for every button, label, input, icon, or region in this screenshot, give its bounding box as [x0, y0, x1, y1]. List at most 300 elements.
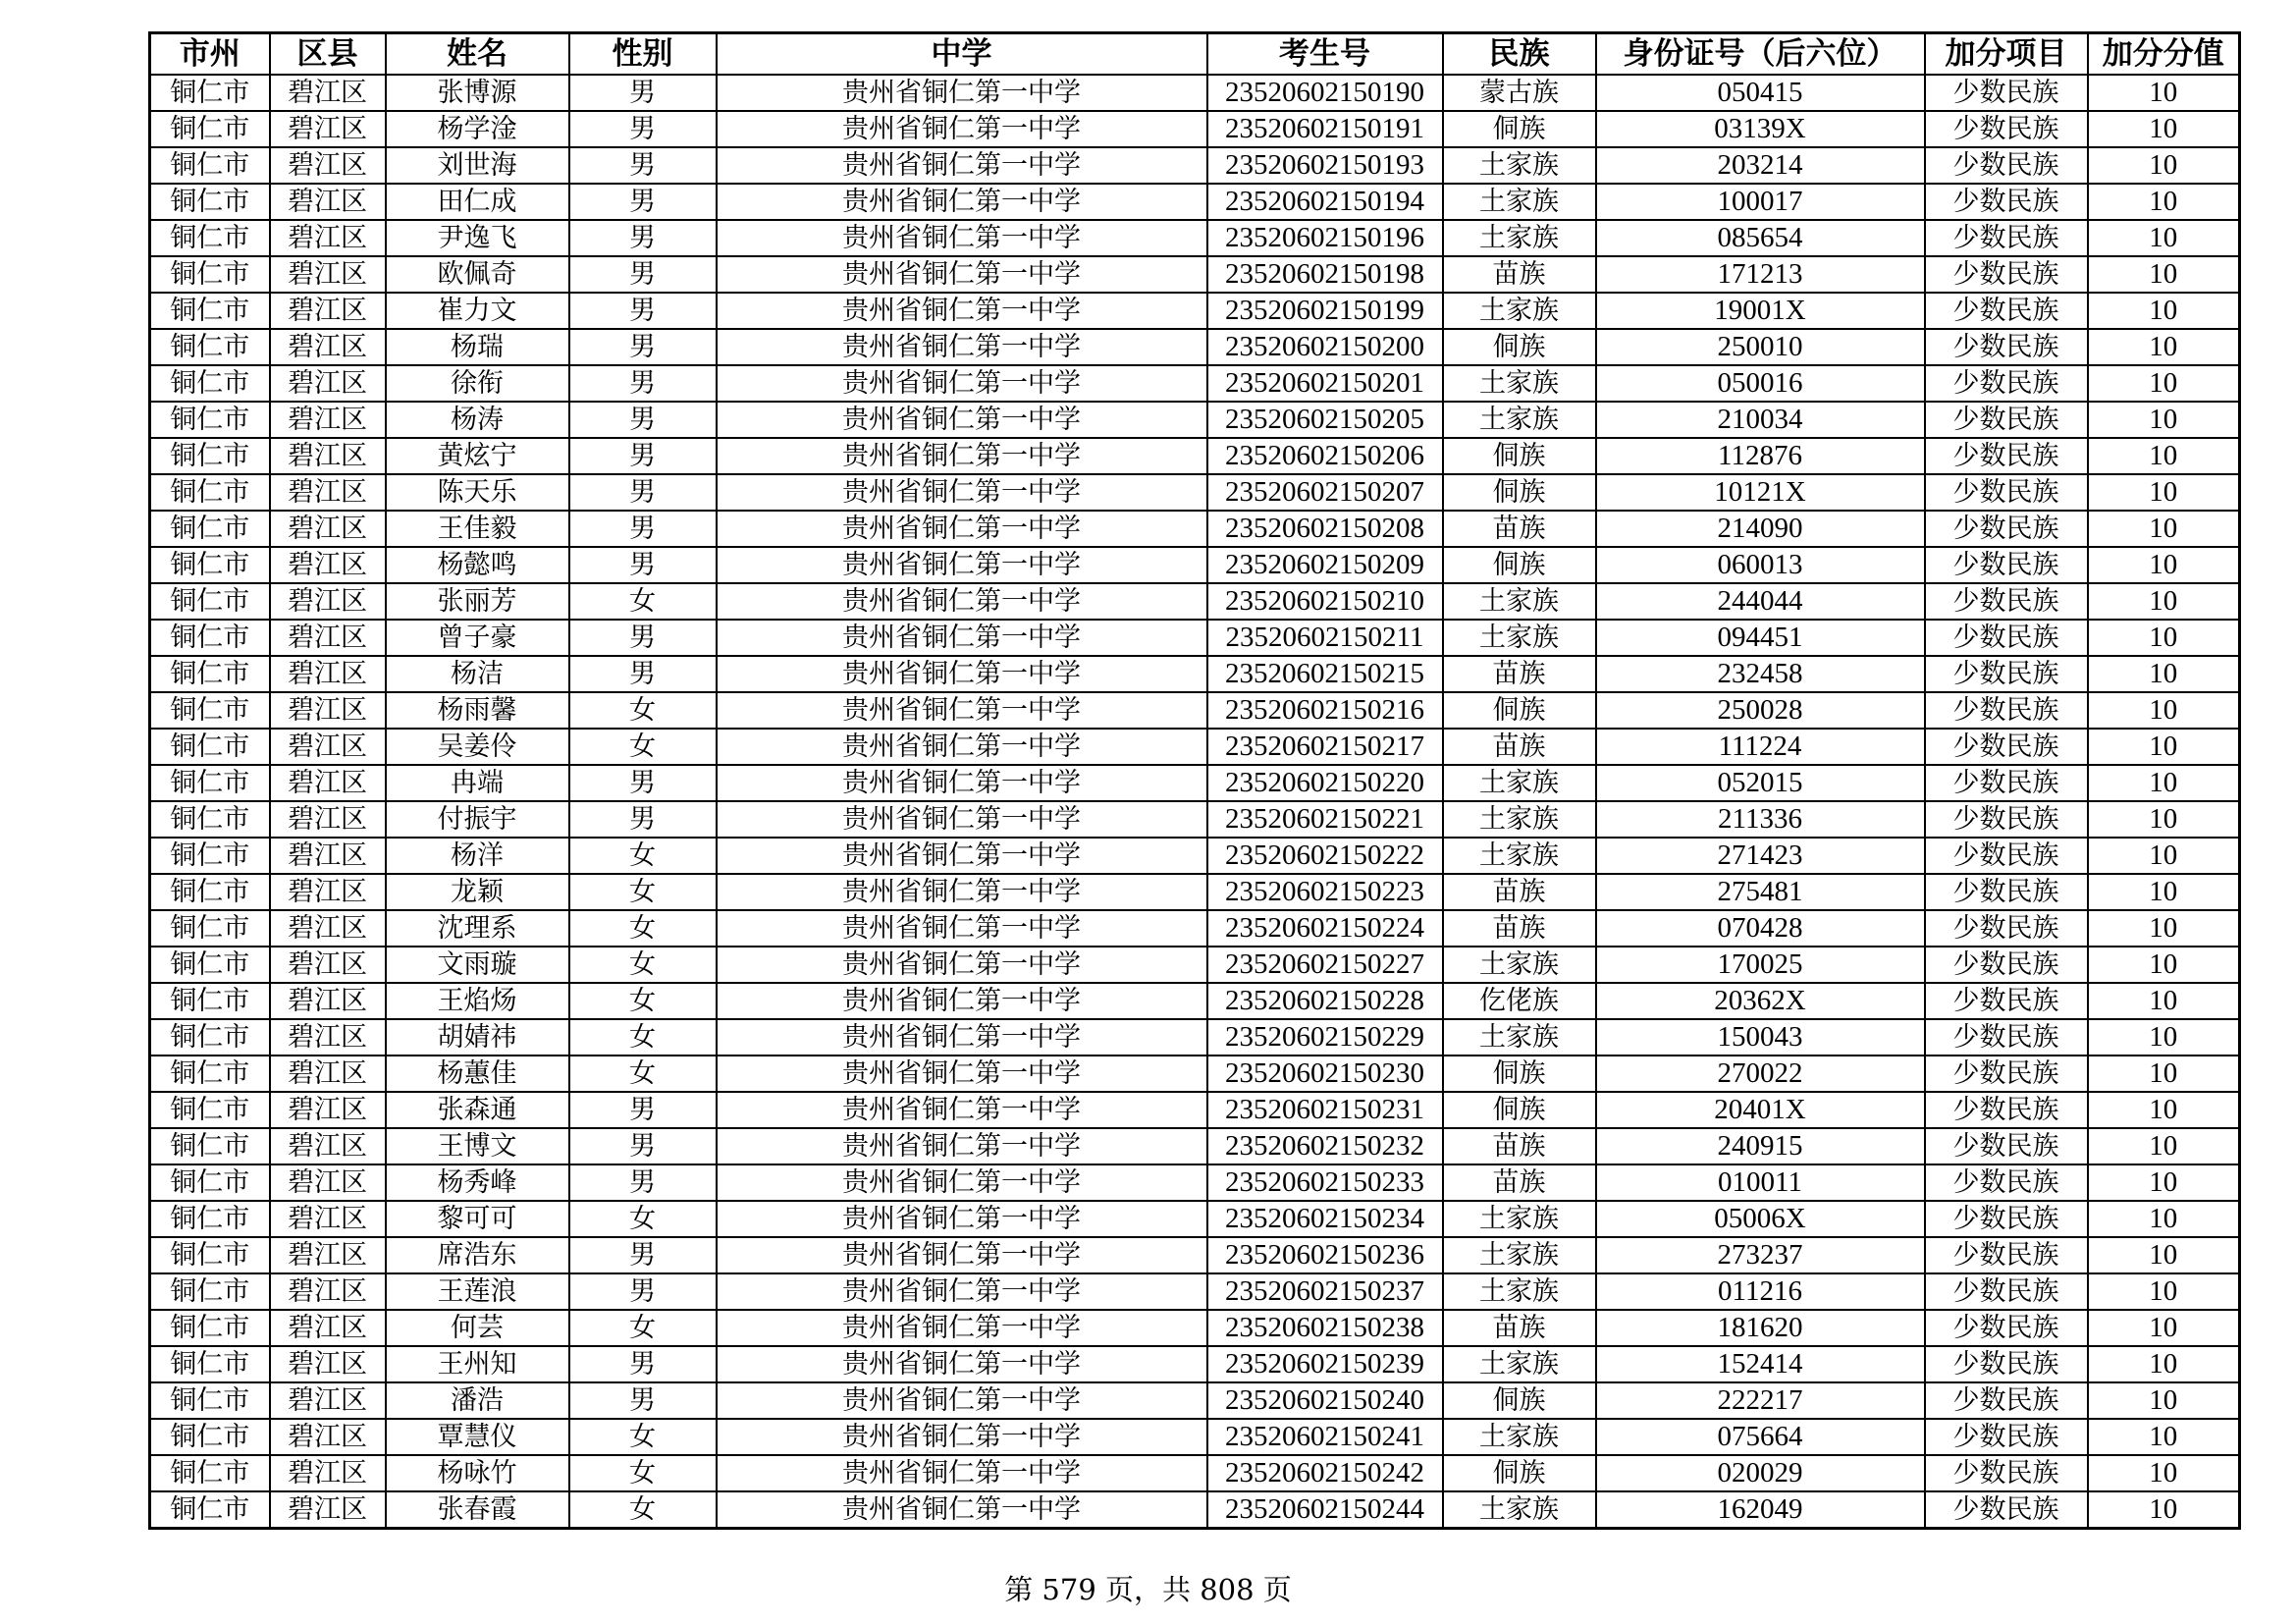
- cell-gender: 女: [569, 874, 717, 910]
- cell-name: 杨蕙佳: [386, 1056, 569, 1092]
- cell-bonus-item: 少数民族: [1925, 511, 2088, 547]
- cell-bonus-points: 10: [2088, 293, 2240, 329]
- cell-gender: 女: [569, 729, 717, 765]
- cell-name: 王博文: [386, 1128, 569, 1164]
- table-row: [150, 547, 2240, 583]
- cell-id-last-six: 085654: [1596, 220, 1925, 256]
- cell-school: 贵州省铜仁第一中学: [717, 765, 1207, 801]
- cell-bonus-item: 少数民族: [1925, 1346, 2088, 1382]
- cell-city: 铜仁市: [150, 765, 270, 801]
- column-header-district: 区县: [270, 33, 386, 76]
- cell-school: 贵州省铜仁第一中学: [717, 1346, 1207, 1382]
- cell-city: 铜仁市: [150, 1491, 270, 1529]
- cell-id-last-six: 060013: [1596, 547, 1925, 583]
- cell-name: 吴姜伶: [386, 729, 569, 765]
- cell-school: 贵州省铜仁第一中学: [717, 620, 1207, 656]
- column-header-bonus-item: 加分项目: [1925, 33, 2088, 76]
- table-row: [150, 75, 2240, 111]
- cell-bonus-points: 10: [2088, 1164, 2240, 1201]
- cell-city: 铜仁市: [150, 547, 270, 583]
- cell-bonus-item: 少数民族: [1925, 983, 2088, 1019]
- cell-exam-number: 23520602150228: [1207, 983, 1443, 1019]
- cell-exam-number: 23520602150229: [1207, 1019, 1443, 1056]
- cell-name: 黄炫宁: [386, 438, 569, 474]
- table-row: [150, 1019, 2240, 1056]
- cell-city: 铜仁市: [150, 365, 270, 402]
- cell-gender: 女: [569, 1419, 717, 1455]
- cell-district: 碧江区: [270, 1455, 386, 1491]
- cell-gender: 男: [569, 147, 717, 184]
- cell-gender: 女: [569, 1056, 717, 1092]
- cell-ethnicity: 仡佬族: [1443, 983, 1596, 1019]
- cell-gender: 男: [569, 765, 717, 801]
- cell-school: 贵州省铜仁第一中学: [717, 329, 1207, 365]
- cell-gender: 女: [569, 1455, 717, 1491]
- cell-bonus-item: 少数民族: [1925, 474, 2088, 511]
- cell-bonus-item: 少数民族: [1925, 910, 2088, 947]
- cell-school: 贵州省铜仁第一中学: [717, 147, 1207, 184]
- cell-exam-number: 23520602150237: [1207, 1273, 1443, 1310]
- cell-school: 贵州省铜仁第一中学: [717, 874, 1207, 910]
- cell-id-last-six: 250028: [1596, 692, 1925, 729]
- cell-district: 碧江区: [270, 1419, 386, 1455]
- cell-school: 贵州省铜仁第一中学: [717, 1455, 1207, 1491]
- cell-city: 铜仁市: [150, 1455, 270, 1491]
- column-header-name: 姓名: [386, 33, 569, 76]
- cell-bonus-item: 少数民族: [1925, 75, 2088, 111]
- cell-name: 龙颖: [386, 874, 569, 910]
- cell-school: 贵州省铜仁第一中学: [717, 547, 1207, 583]
- cell-bonus-points: 10: [2088, 874, 2240, 910]
- table-row: [150, 329, 2240, 365]
- cell-school: 贵州省铜仁第一中学: [717, 1128, 1207, 1164]
- cell-city: 铜仁市: [150, 620, 270, 656]
- cell-bonus-item: 少数民族: [1925, 765, 2088, 801]
- cell-name: 曾子豪: [386, 620, 569, 656]
- cell-name: 杨洋: [386, 838, 569, 874]
- column-header-exam-number: 考生号: [1207, 33, 1443, 76]
- cell-exam-number: 23520602150223: [1207, 874, 1443, 910]
- cell-bonus-points: 10: [2088, 1128, 2240, 1164]
- cell-gender: 男: [569, 1092, 717, 1128]
- cell-exam-number: 23520602150242: [1207, 1455, 1443, 1491]
- cell-id-last-six: 111224: [1596, 729, 1925, 765]
- cell-gender: 男: [569, 1346, 717, 1382]
- table-row: [150, 256, 2240, 293]
- cell-exam-number: 23520602150217: [1207, 729, 1443, 765]
- table-row: [150, 801, 2240, 838]
- cell-city: 铜仁市: [150, 256, 270, 293]
- cell-name: 张博源: [386, 75, 569, 111]
- cell-name: 文雨璇: [386, 947, 569, 983]
- cell-district: 碧江区: [270, 329, 386, 365]
- cell-ethnicity: 土家族: [1443, 1201, 1596, 1237]
- cell-gender: 女: [569, 583, 717, 620]
- cell-exam-number: 23520602150221: [1207, 801, 1443, 838]
- table-row: [150, 910, 2240, 947]
- column-header-gender: 性别: [569, 33, 717, 76]
- cell-name: 尹逸飞: [386, 220, 569, 256]
- cell-bonus-item: 少数民族: [1925, 1310, 2088, 1346]
- table-body: [150, 75, 2240, 1529]
- cell-district: 碧江区: [270, 656, 386, 692]
- cell-gender: 男: [569, 329, 717, 365]
- cell-district: 碧江区: [270, 692, 386, 729]
- cell-exam-number: 23520602150233: [1207, 1164, 1443, 1201]
- cell-name: 田仁成: [386, 184, 569, 220]
- cell-school: 贵州省铜仁第一中学: [717, 1201, 1207, 1237]
- cell-district: 碧江区: [270, 402, 386, 438]
- table-row: [150, 729, 2240, 765]
- cell-ethnicity: 苗族: [1443, 1164, 1596, 1201]
- cell-gender: 男: [569, 438, 717, 474]
- cell-id-last-six: 094451: [1596, 620, 1925, 656]
- cell-ethnicity: 苗族: [1443, 256, 1596, 293]
- cell-city: 铜仁市: [150, 329, 270, 365]
- cell-exam-number: 23520602150198: [1207, 256, 1443, 293]
- cell-city: 铜仁市: [150, 1056, 270, 1092]
- cell-bonus-points: 10: [2088, 1092, 2240, 1128]
- cell-city: 铜仁市: [150, 474, 270, 511]
- cell-ethnicity: 苗族: [1443, 729, 1596, 765]
- cell-gender: 男: [569, 547, 717, 583]
- cell-school: 贵州省铜仁第一中学: [717, 511, 1207, 547]
- cell-bonus-points: 10: [2088, 947, 2240, 983]
- cell-city: 铜仁市: [150, 947, 270, 983]
- cell-school: 贵州省铜仁第一中学: [717, 1056, 1207, 1092]
- cell-bonus-item: 少数民族: [1925, 620, 2088, 656]
- cell-ethnicity: 土家族: [1443, 947, 1596, 983]
- cell-name: 陈天乐: [386, 474, 569, 511]
- cell-name: 覃慧仪: [386, 1419, 569, 1455]
- cell-school: 贵州省铜仁第一中学: [717, 729, 1207, 765]
- table-row: [150, 184, 2240, 220]
- cell-bonus-item: 少数民族: [1925, 583, 2088, 620]
- cell-district: 碧江区: [270, 1273, 386, 1310]
- cell-name: 王州知: [386, 1346, 569, 1382]
- cell-bonus-item: 少数民族: [1925, 656, 2088, 692]
- cell-district: 碧江区: [270, 1164, 386, 1201]
- cell-name: 欧佩奇: [386, 256, 569, 293]
- cell-bonus-points: 10: [2088, 1491, 2240, 1529]
- cell-ethnicity: 侗族: [1443, 438, 1596, 474]
- cell-bonus-item: 少数民族: [1925, 438, 2088, 474]
- cell-id-last-six: 100017: [1596, 184, 1925, 220]
- table-header: [150, 33, 2240, 76]
- cell-name: 杨涛: [386, 402, 569, 438]
- cell-id-last-six: 273237: [1596, 1237, 1925, 1273]
- table-row: [150, 947, 2240, 983]
- cell-school: 贵州省铜仁第一中学: [717, 1164, 1207, 1201]
- cell-school: 贵州省铜仁第一中学: [717, 838, 1207, 874]
- cell-ethnicity: 土家族: [1443, 402, 1596, 438]
- cell-ethnicity: 土家族: [1443, 1491, 1596, 1529]
- table-row: [150, 656, 2240, 692]
- cell-district: 碧江区: [270, 1310, 386, 1346]
- cell-district: 碧江区: [270, 365, 386, 402]
- cell-bonus-points: 10: [2088, 838, 2240, 874]
- cell-exam-number: 23520602150199: [1207, 293, 1443, 329]
- cell-exam-number: 23520602150238: [1207, 1310, 1443, 1346]
- cell-gender: 女: [569, 1201, 717, 1237]
- cell-district: 碧江区: [270, 75, 386, 111]
- cell-bonus-points: 10: [2088, 147, 2240, 184]
- cell-exam-number: 23520602150206: [1207, 438, 1443, 474]
- cell-city: 铜仁市: [150, 1273, 270, 1310]
- cell-ethnicity: 土家族: [1443, 1237, 1596, 1273]
- cell-bonus-item: 少数民族: [1925, 1201, 2088, 1237]
- cell-id-last-six: 171213: [1596, 256, 1925, 293]
- table-row: [150, 1273, 2240, 1310]
- cell-district: 碧江区: [270, 256, 386, 293]
- cell-school: 贵州省铜仁第一中学: [717, 256, 1207, 293]
- cell-name: 付振宇: [386, 801, 569, 838]
- cell-city: 铜仁市: [150, 656, 270, 692]
- cell-district: 碧江区: [270, 1019, 386, 1056]
- cell-bonus-item: 少数民族: [1925, 1455, 2088, 1491]
- cell-district: 碧江区: [270, 147, 386, 184]
- table-row: [150, 1237, 2240, 1273]
- header-row: [150, 33, 2240, 76]
- cell-id-last-six: 232458: [1596, 656, 1925, 692]
- cell-exam-number: 23520602150208: [1207, 511, 1443, 547]
- cell-gender: 女: [569, 947, 717, 983]
- cell-ethnicity: 苗族: [1443, 511, 1596, 547]
- cell-school: 贵州省铜仁第一中学: [717, 293, 1207, 329]
- table-row: [150, 1164, 2240, 1201]
- cell-id-last-six: 020029: [1596, 1455, 1925, 1491]
- cell-bonus-item: 少数民族: [1925, 1273, 2088, 1310]
- cell-bonus-points: 10: [2088, 256, 2240, 293]
- cell-bonus-points: 10: [2088, 1201, 2240, 1237]
- cell-bonus-points: 10: [2088, 1419, 2240, 1455]
- cell-district: 碧江区: [270, 474, 386, 511]
- table-row: [150, 838, 2240, 874]
- cell-bonus-item: 少数民族: [1925, 1019, 2088, 1056]
- cell-bonus-item: 少数民族: [1925, 947, 2088, 983]
- cell-id-last-six: 162049: [1596, 1491, 1925, 1529]
- cell-gender: 男: [569, 801, 717, 838]
- cell-school: 贵州省铜仁第一中学: [717, 583, 1207, 620]
- cell-city: 铜仁市: [150, 874, 270, 910]
- cell-bonus-item: 少数民族: [1925, 1056, 2088, 1092]
- table-row: [150, 147, 2240, 184]
- cell-name: 王莲浪: [386, 1273, 569, 1310]
- cell-gender: 男: [569, 184, 717, 220]
- cell-bonus-item: 少数民族: [1925, 184, 2088, 220]
- cell-school: 贵州省铜仁第一中学: [717, 801, 1207, 838]
- cell-bonus-points: 10: [2088, 910, 2240, 947]
- cell-city: 铜仁市: [150, 983, 270, 1019]
- cell-bonus-points: 10: [2088, 1019, 2240, 1056]
- cell-name: 杨懿鸣: [386, 547, 569, 583]
- cell-ethnicity: 侗族: [1443, 1382, 1596, 1419]
- cell-ethnicity: 土家族: [1443, 1419, 1596, 1455]
- cell-school: 贵州省铜仁第一中学: [717, 910, 1207, 947]
- table-row: [150, 474, 2240, 511]
- cell-bonus-points: 10: [2088, 765, 2240, 801]
- cell-exam-number: 23520602150240: [1207, 1382, 1443, 1419]
- cell-gender: 女: [569, 910, 717, 947]
- cell-name: 杨雨馨: [386, 692, 569, 729]
- cell-ethnicity: 苗族: [1443, 874, 1596, 910]
- cell-exam-number: 23520602150194: [1207, 184, 1443, 220]
- cell-id-last-six: 250010: [1596, 329, 1925, 365]
- cell-school: 贵州省铜仁第一中学: [717, 1382, 1207, 1419]
- cell-name: 杨秀峰: [386, 1164, 569, 1201]
- column-header-bonus-points: 加分分值: [2088, 33, 2240, 76]
- cell-district: 碧江区: [270, 838, 386, 874]
- cell-exam-number: 23520602150231: [1207, 1092, 1443, 1128]
- cell-gender: 女: [569, 838, 717, 874]
- cell-bonus-item: 少数民族: [1925, 293, 2088, 329]
- cell-city: 铜仁市: [150, 293, 270, 329]
- cell-id-last-six: 070428: [1596, 910, 1925, 947]
- cell-bonus-points: 10: [2088, 1237, 2240, 1273]
- cell-exam-number: 23520602150236: [1207, 1237, 1443, 1273]
- cell-id-last-six: 152414: [1596, 1346, 1925, 1382]
- cell-ethnicity: 土家族: [1443, 583, 1596, 620]
- cell-id-last-six: 050016: [1596, 365, 1925, 402]
- cell-exam-number: 23520602150211: [1207, 620, 1443, 656]
- cell-district: 碧江区: [270, 511, 386, 547]
- cell-city: 铜仁市: [150, 583, 270, 620]
- cell-school: 贵州省铜仁第一中学: [717, 184, 1207, 220]
- cell-exam-number: 23520602150232: [1207, 1128, 1443, 1164]
- cell-bonus-points: 10: [2088, 511, 2240, 547]
- cell-bonus-points: 10: [2088, 692, 2240, 729]
- cell-school: 贵州省铜仁第一中学: [717, 983, 1207, 1019]
- table-row: [150, 1310, 2240, 1346]
- cell-bonus-points: 10: [2088, 620, 2240, 656]
- column-header-school: 中学: [717, 33, 1207, 76]
- table-row: [150, 111, 2240, 147]
- cell-district: 碧江区: [270, 1346, 386, 1382]
- cell-school: 贵州省铜仁第一中学: [717, 1092, 1207, 1128]
- cell-district: 碧江区: [270, 1237, 386, 1273]
- cell-exam-number: 23520602150200: [1207, 329, 1443, 365]
- cell-name: 张春霞: [386, 1491, 569, 1529]
- cell-city: 铜仁市: [150, 1164, 270, 1201]
- cell-bonus-item: 少数民族: [1925, 801, 2088, 838]
- table-row: [150, 438, 2240, 474]
- cell-name: 杨瑞: [386, 329, 569, 365]
- cell-exam-number: 23520602150205: [1207, 402, 1443, 438]
- cell-id-last-six: 203214: [1596, 147, 1925, 184]
- cell-ethnicity: 土家族: [1443, 293, 1596, 329]
- cell-city: 铜仁市: [150, 220, 270, 256]
- cell-ethnicity: 侗族: [1443, 1455, 1596, 1491]
- cell-name: 沈理系: [386, 910, 569, 947]
- cell-school: 贵州省铜仁第一中学: [717, 75, 1207, 111]
- cell-city: 铜仁市: [150, 111, 270, 147]
- cell-gender: 男: [569, 402, 717, 438]
- cell-bonus-points: 10: [2088, 402, 2240, 438]
- cell-city: 铜仁市: [150, 910, 270, 947]
- cell-ethnicity: 土家族: [1443, 1346, 1596, 1382]
- cell-district: 碧江区: [270, 1128, 386, 1164]
- table-row: [150, 1092, 2240, 1128]
- cell-school: 贵州省铜仁第一中学: [717, 656, 1207, 692]
- cell-district: 碧江区: [270, 874, 386, 910]
- cell-bonus-item: 少数民族: [1925, 1419, 2088, 1455]
- cell-gender: 女: [569, 692, 717, 729]
- cell-gender: 男: [569, 1273, 717, 1310]
- cell-gender: 男: [569, 75, 717, 111]
- table-row: [150, 620, 2240, 656]
- cell-name: 胡婧祎: [386, 1019, 569, 1056]
- cell-bonus-points: 10: [2088, 1382, 2240, 1419]
- cell-bonus-item: 少数民族: [1925, 1164, 2088, 1201]
- table-row: [150, 402, 2240, 438]
- table-row: [150, 1128, 2240, 1164]
- cell-gender: 男: [569, 256, 717, 293]
- cell-bonus-points: 10: [2088, 111, 2240, 147]
- cell-school: 贵州省铜仁第一中学: [717, 1273, 1207, 1310]
- cell-bonus-points: 10: [2088, 220, 2240, 256]
- data-table: [148, 31, 2241, 1530]
- cell-bonus-points: 10: [2088, 583, 2240, 620]
- cell-ethnicity: 土家族: [1443, 838, 1596, 874]
- cell-district: 碧江区: [270, 801, 386, 838]
- cell-id-last-six: 19001X: [1596, 293, 1925, 329]
- table-row: [150, 583, 2240, 620]
- cell-name: 冉端: [386, 765, 569, 801]
- cell-ethnicity: 土家族: [1443, 220, 1596, 256]
- cell-id-last-six: 214090: [1596, 511, 1925, 547]
- cell-city: 铜仁市: [150, 1346, 270, 1382]
- cell-id-last-six: 10121X: [1596, 474, 1925, 511]
- cell-school: 贵州省铜仁第一中学: [717, 1310, 1207, 1346]
- cell-district: 碧江区: [270, 729, 386, 765]
- cell-district: 碧江区: [270, 910, 386, 947]
- cell-bonus-points: 10: [2088, 1273, 2240, 1310]
- cell-ethnicity: 苗族: [1443, 910, 1596, 947]
- cell-ethnicity: 蒙古族: [1443, 75, 1596, 111]
- cell-id-last-six: 222217: [1596, 1382, 1925, 1419]
- page-number-footer: 第 579 页，共 808 页: [1004, 1573, 1292, 1606]
- cell-gender: 男: [569, 1382, 717, 1419]
- cell-bonus-points: 10: [2088, 438, 2240, 474]
- cell-ethnicity: 土家族: [1443, 1273, 1596, 1310]
- cell-exam-number: 23520602150222: [1207, 838, 1443, 874]
- cell-id-last-six: 170025: [1596, 947, 1925, 983]
- cell-city: 铜仁市: [150, 729, 270, 765]
- cell-exam-number: 23520602150215: [1207, 656, 1443, 692]
- cell-id-last-six: 010011: [1596, 1164, 1925, 1201]
- cell-gender: 男: [569, 111, 717, 147]
- table-row: [150, 1491, 2240, 1529]
- cell-bonus-item: 少数民族: [1925, 402, 2088, 438]
- cell-gender: 男: [569, 1237, 717, 1273]
- cell-city: 铜仁市: [150, 147, 270, 184]
- cell-city: 铜仁市: [150, 1237, 270, 1273]
- cell-district: 碧江区: [270, 1201, 386, 1237]
- cell-name: 崔力文: [386, 293, 569, 329]
- table-row: [150, 765, 2240, 801]
- cell-city: 铜仁市: [150, 1419, 270, 1455]
- cell-id-last-six: 150043: [1596, 1019, 1925, 1056]
- cell-city: 铜仁市: [150, 801, 270, 838]
- cell-name: 何芸: [386, 1310, 569, 1346]
- cell-name: 王焰炀: [386, 983, 569, 1019]
- cell-name: 张森通: [386, 1092, 569, 1128]
- cell-district: 碧江区: [270, 983, 386, 1019]
- cell-id-last-six: 270022: [1596, 1056, 1925, 1092]
- table-row: [150, 1382, 2240, 1419]
- cell-bonus-points: 10: [2088, 729, 2240, 765]
- cell-ethnicity: 土家族: [1443, 765, 1596, 801]
